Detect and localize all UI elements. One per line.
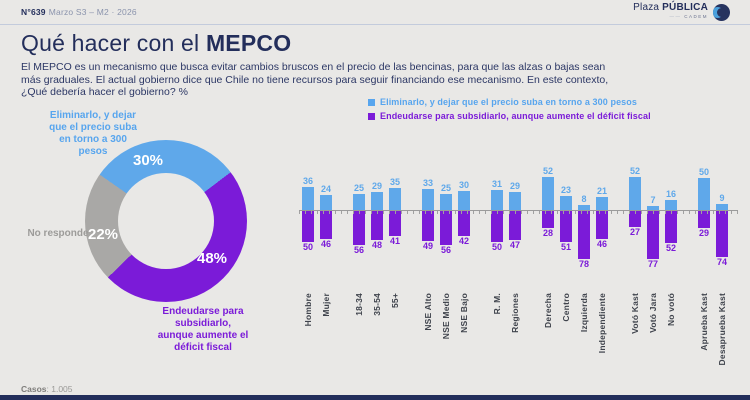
bar-column xyxy=(647,164,659,365)
bar-value-down: 27 xyxy=(629,227,640,237)
bottom-accent-bar xyxy=(0,395,750,400)
bar-up-area xyxy=(647,164,659,210)
bar-column xyxy=(353,164,365,365)
cadem-logo-icon xyxy=(713,4,730,21)
bar-value-up: 52 xyxy=(629,166,640,176)
bar-value-up: 52 xyxy=(542,166,553,176)
bar-value-down: 29 xyxy=(698,228,709,238)
brand-plaza: Plaza xyxy=(633,2,663,13)
bar-up-area xyxy=(458,164,470,210)
bar-down-area xyxy=(698,210,710,272)
bar-up-area xyxy=(422,164,434,210)
brand-wordmark xyxy=(633,3,708,21)
bar-column xyxy=(542,164,554,365)
bar-value-down: 52 xyxy=(665,243,676,253)
bar-column xyxy=(371,164,383,365)
question-line-3: ¿Qué debería hacer el gobierno? % xyxy=(21,86,188,98)
bar-column xyxy=(458,164,470,365)
bar-down xyxy=(371,210,383,240)
bar-down xyxy=(647,210,659,259)
bar-up-area xyxy=(320,164,332,210)
bar-category-label: Izquierda xyxy=(579,293,589,333)
bar-up xyxy=(422,189,434,210)
bar-category-label: Aprueba Kast xyxy=(699,293,709,351)
bar-up xyxy=(458,191,470,210)
bar-value-up: 8 xyxy=(581,194,587,204)
bar-down-area xyxy=(302,210,314,272)
page-title-bold: MEPCO xyxy=(205,30,292,56)
bar-category-label: 18-34 xyxy=(354,293,364,316)
bar-down-area xyxy=(491,210,503,272)
page-title-regular: Qué hacer con el xyxy=(21,30,206,56)
bar-group xyxy=(629,164,677,365)
bar-value-up: 30 xyxy=(458,180,469,190)
donut-value-gray: 22% xyxy=(87,226,119,243)
bar-group xyxy=(353,164,401,365)
bar-value-up: 16 xyxy=(665,189,676,199)
bar-down xyxy=(716,210,728,257)
bar-down-area xyxy=(458,210,470,272)
bar-category-label: Regiones xyxy=(510,293,520,333)
bar-down xyxy=(560,210,572,242)
bar-up xyxy=(665,200,677,210)
bar-down xyxy=(509,210,521,240)
bar-value-down: 46 xyxy=(320,239,331,249)
brand-name xyxy=(633,3,708,12)
legend-swatch-purple xyxy=(368,113,375,120)
cases-label: Casos xyxy=(21,384,47,394)
bar-value-up: 33 xyxy=(422,178,433,188)
bar-column xyxy=(491,164,503,365)
bar-category-label: Independiente xyxy=(597,293,607,354)
bar-category-label: Centro xyxy=(561,293,571,322)
bar-down-area xyxy=(389,210,401,272)
bar-up-area xyxy=(665,164,677,210)
edition-date xyxy=(21,7,137,17)
bar-up-area xyxy=(509,164,521,210)
bar-up xyxy=(542,177,554,210)
bar-value-up: 21 xyxy=(596,186,607,196)
bar-up-area xyxy=(371,164,383,210)
bar-category-label: Hombre xyxy=(303,293,313,327)
bar-down-area xyxy=(629,210,641,272)
bar-up xyxy=(698,178,710,210)
bar-value-up: 24 xyxy=(320,184,331,194)
bar-up xyxy=(440,194,452,210)
legend-item-endeudarse xyxy=(368,111,651,121)
question-line-1: El MEPCO es un mecanismo que busca evitar cambios bruscos en el precio de las bencinas, para que las alzas o bajas sean xyxy=(21,61,606,73)
donut-callout-eliminarlo: Eliminarlo, y dejar que el precio suba en torno a 300 pesos xyxy=(49,110,137,157)
bar-down xyxy=(353,210,365,245)
donut-callout-endeudarse: Endeudarse para subsidiarlo, aunque aumente el déficit fiscal xyxy=(157,306,249,353)
bar-down-area xyxy=(371,210,383,272)
bar-up-area xyxy=(716,164,728,210)
cases-note xyxy=(21,384,73,394)
bar-up xyxy=(353,194,365,210)
bar-down-area xyxy=(509,210,521,272)
donut-callout-no-responde: No responde xyxy=(27,228,89,239)
bar-value-down: 48 xyxy=(371,240,382,250)
bar-up xyxy=(320,195,332,210)
bar-down-area xyxy=(596,210,608,272)
bar-value-down: 50 xyxy=(302,242,313,252)
page-title xyxy=(21,30,291,57)
bar-value-up: 50 xyxy=(698,167,709,177)
question-text xyxy=(21,61,608,99)
donut-value-blue: 30% xyxy=(132,152,164,169)
bar-column xyxy=(509,164,521,365)
bar-value-down: 49 xyxy=(422,241,433,251)
bar-value-up: 25 xyxy=(353,183,364,193)
bar-down-area xyxy=(422,210,434,272)
bar-down-area xyxy=(542,210,554,272)
bar-down-area xyxy=(320,210,332,272)
donut-value-purple: 48% xyxy=(196,250,228,267)
bar-column xyxy=(578,164,590,365)
bar-down xyxy=(422,210,434,241)
brand-cadem: —— CADEM xyxy=(633,12,708,21)
donut-chart-wrap xyxy=(85,140,247,302)
bar-category-label: R. M. xyxy=(492,293,502,315)
bar-category-label: No votó xyxy=(666,293,676,327)
bar-category-label: NSE Medio xyxy=(441,293,451,340)
bar-value-up: 35 xyxy=(389,177,400,187)
bar-down-area xyxy=(665,210,677,272)
bar-group xyxy=(302,164,332,365)
bar-up-area xyxy=(578,164,590,210)
legend-item-eliminarlo xyxy=(368,97,651,107)
bar-up xyxy=(560,196,572,210)
bar-value-down: 46 xyxy=(596,239,607,249)
bar-column xyxy=(629,164,641,365)
bar-value-up: 7 xyxy=(650,195,656,205)
bar-category-label: Votó Jara xyxy=(648,293,658,333)
bar-value-down: 77 xyxy=(647,259,658,269)
bar-up-area xyxy=(302,164,314,210)
bar-group xyxy=(542,164,608,365)
bar-down xyxy=(665,210,677,243)
bar-up xyxy=(491,190,503,210)
bar-column xyxy=(302,164,314,365)
bar-group xyxy=(698,164,728,365)
bar-value-up: 29 xyxy=(509,181,520,191)
bar-category-label: NSE Bajo xyxy=(459,293,469,333)
bar-value-down: 56 xyxy=(353,245,364,255)
bar-value-down: 42 xyxy=(458,236,469,246)
bar-up-area xyxy=(698,164,710,210)
bar-column xyxy=(422,164,434,365)
edition-period: Marzo S3 – M2 · 2026 xyxy=(48,7,137,17)
bar-down-area xyxy=(578,210,590,272)
bar-column xyxy=(389,164,401,365)
bar-down-area xyxy=(647,210,659,272)
bar-down-area xyxy=(560,210,572,272)
bar-value-up: 23 xyxy=(560,185,571,195)
bar-group xyxy=(491,164,521,365)
bar-down xyxy=(302,210,314,242)
bar-down-area xyxy=(716,210,728,272)
bar-down xyxy=(491,210,503,242)
bar-category-label: Derecha xyxy=(543,293,553,328)
bar-category-label: Votó Kast xyxy=(630,293,640,334)
legend-label-purple: Endeudarse para subsidiarlo, aunque aumente el déficit fiscal xyxy=(380,111,651,121)
bar-up xyxy=(371,192,383,210)
bar-column xyxy=(560,164,572,365)
bar-value-up: 31 xyxy=(491,179,502,189)
bar-category-label: Desaprueba Kast xyxy=(717,293,727,366)
bar-value-down: 56 xyxy=(440,245,451,255)
bar-value-up: 9 xyxy=(719,193,725,203)
edition-number: N°639 xyxy=(21,7,46,17)
bar-column xyxy=(440,164,452,365)
bar-column xyxy=(716,164,728,365)
brand-publica: PÚBLICA xyxy=(662,2,708,13)
bar-value-up: 29 xyxy=(371,181,382,191)
header-bar xyxy=(0,0,750,25)
bar-column xyxy=(698,164,710,365)
bar-category-label: 55+ xyxy=(390,293,400,309)
bar-category-label: Mujer xyxy=(321,293,331,317)
cases-value: : 1.005 xyxy=(46,384,73,394)
bar-up-area xyxy=(440,164,452,210)
bar-value-down: 51 xyxy=(560,242,571,252)
bar-column xyxy=(665,164,677,365)
question-line-2: más graduales. El actual gobierno dice que Chile no tiene recursos para seguir financiando ese mecanismo. En este contexto, xyxy=(21,73,609,86)
bar-value-down: 78 xyxy=(578,259,589,269)
bar-up xyxy=(389,188,401,210)
bar-chart xyxy=(302,164,728,365)
bar-value-down: 41 xyxy=(389,236,400,246)
bar-group xyxy=(422,164,470,365)
legend xyxy=(368,97,651,125)
legend-label-blue: Eliminarlo, y dejar que el precio suba en torno a 300 pesos xyxy=(380,97,637,107)
bar-value-down: 74 xyxy=(716,257,727,267)
bar-down xyxy=(320,210,332,239)
bar-value-down: 50 xyxy=(491,242,502,252)
bar-down-area xyxy=(353,210,365,272)
bar-up-area xyxy=(629,164,641,210)
bar-value-down: 47 xyxy=(509,240,520,250)
bar-category-label: 35-54 xyxy=(372,293,382,316)
bar-up xyxy=(629,177,641,210)
bar-category-label: NSE Alto xyxy=(423,293,433,331)
bar-down xyxy=(440,210,452,245)
bar-chart-axis xyxy=(299,210,738,211)
bar-up xyxy=(302,187,314,210)
bar-up-area xyxy=(596,164,608,210)
bar-value-down: 28 xyxy=(542,228,553,238)
bar-value-up: 25 xyxy=(440,183,451,193)
brand-logo xyxy=(633,3,730,21)
bar-column xyxy=(596,164,608,365)
bar-up-area xyxy=(542,164,554,210)
bar-up-area xyxy=(389,164,401,210)
bar-up-area xyxy=(491,164,503,210)
bar-value-up: 36 xyxy=(302,176,313,186)
bar-up-area xyxy=(560,164,572,210)
bar-down xyxy=(596,210,608,239)
legend-swatch-blue xyxy=(368,99,375,106)
bar-column xyxy=(320,164,332,365)
bar-up xyxy=(509,192,521,210)
bar-down-area xyxy=(440,210,452,272)
bar-up-area xyxy=(353,164,365,210)
bar-up xyxy=(596,197,608,210)
bar-down xyxy=(578,210,590,259)
